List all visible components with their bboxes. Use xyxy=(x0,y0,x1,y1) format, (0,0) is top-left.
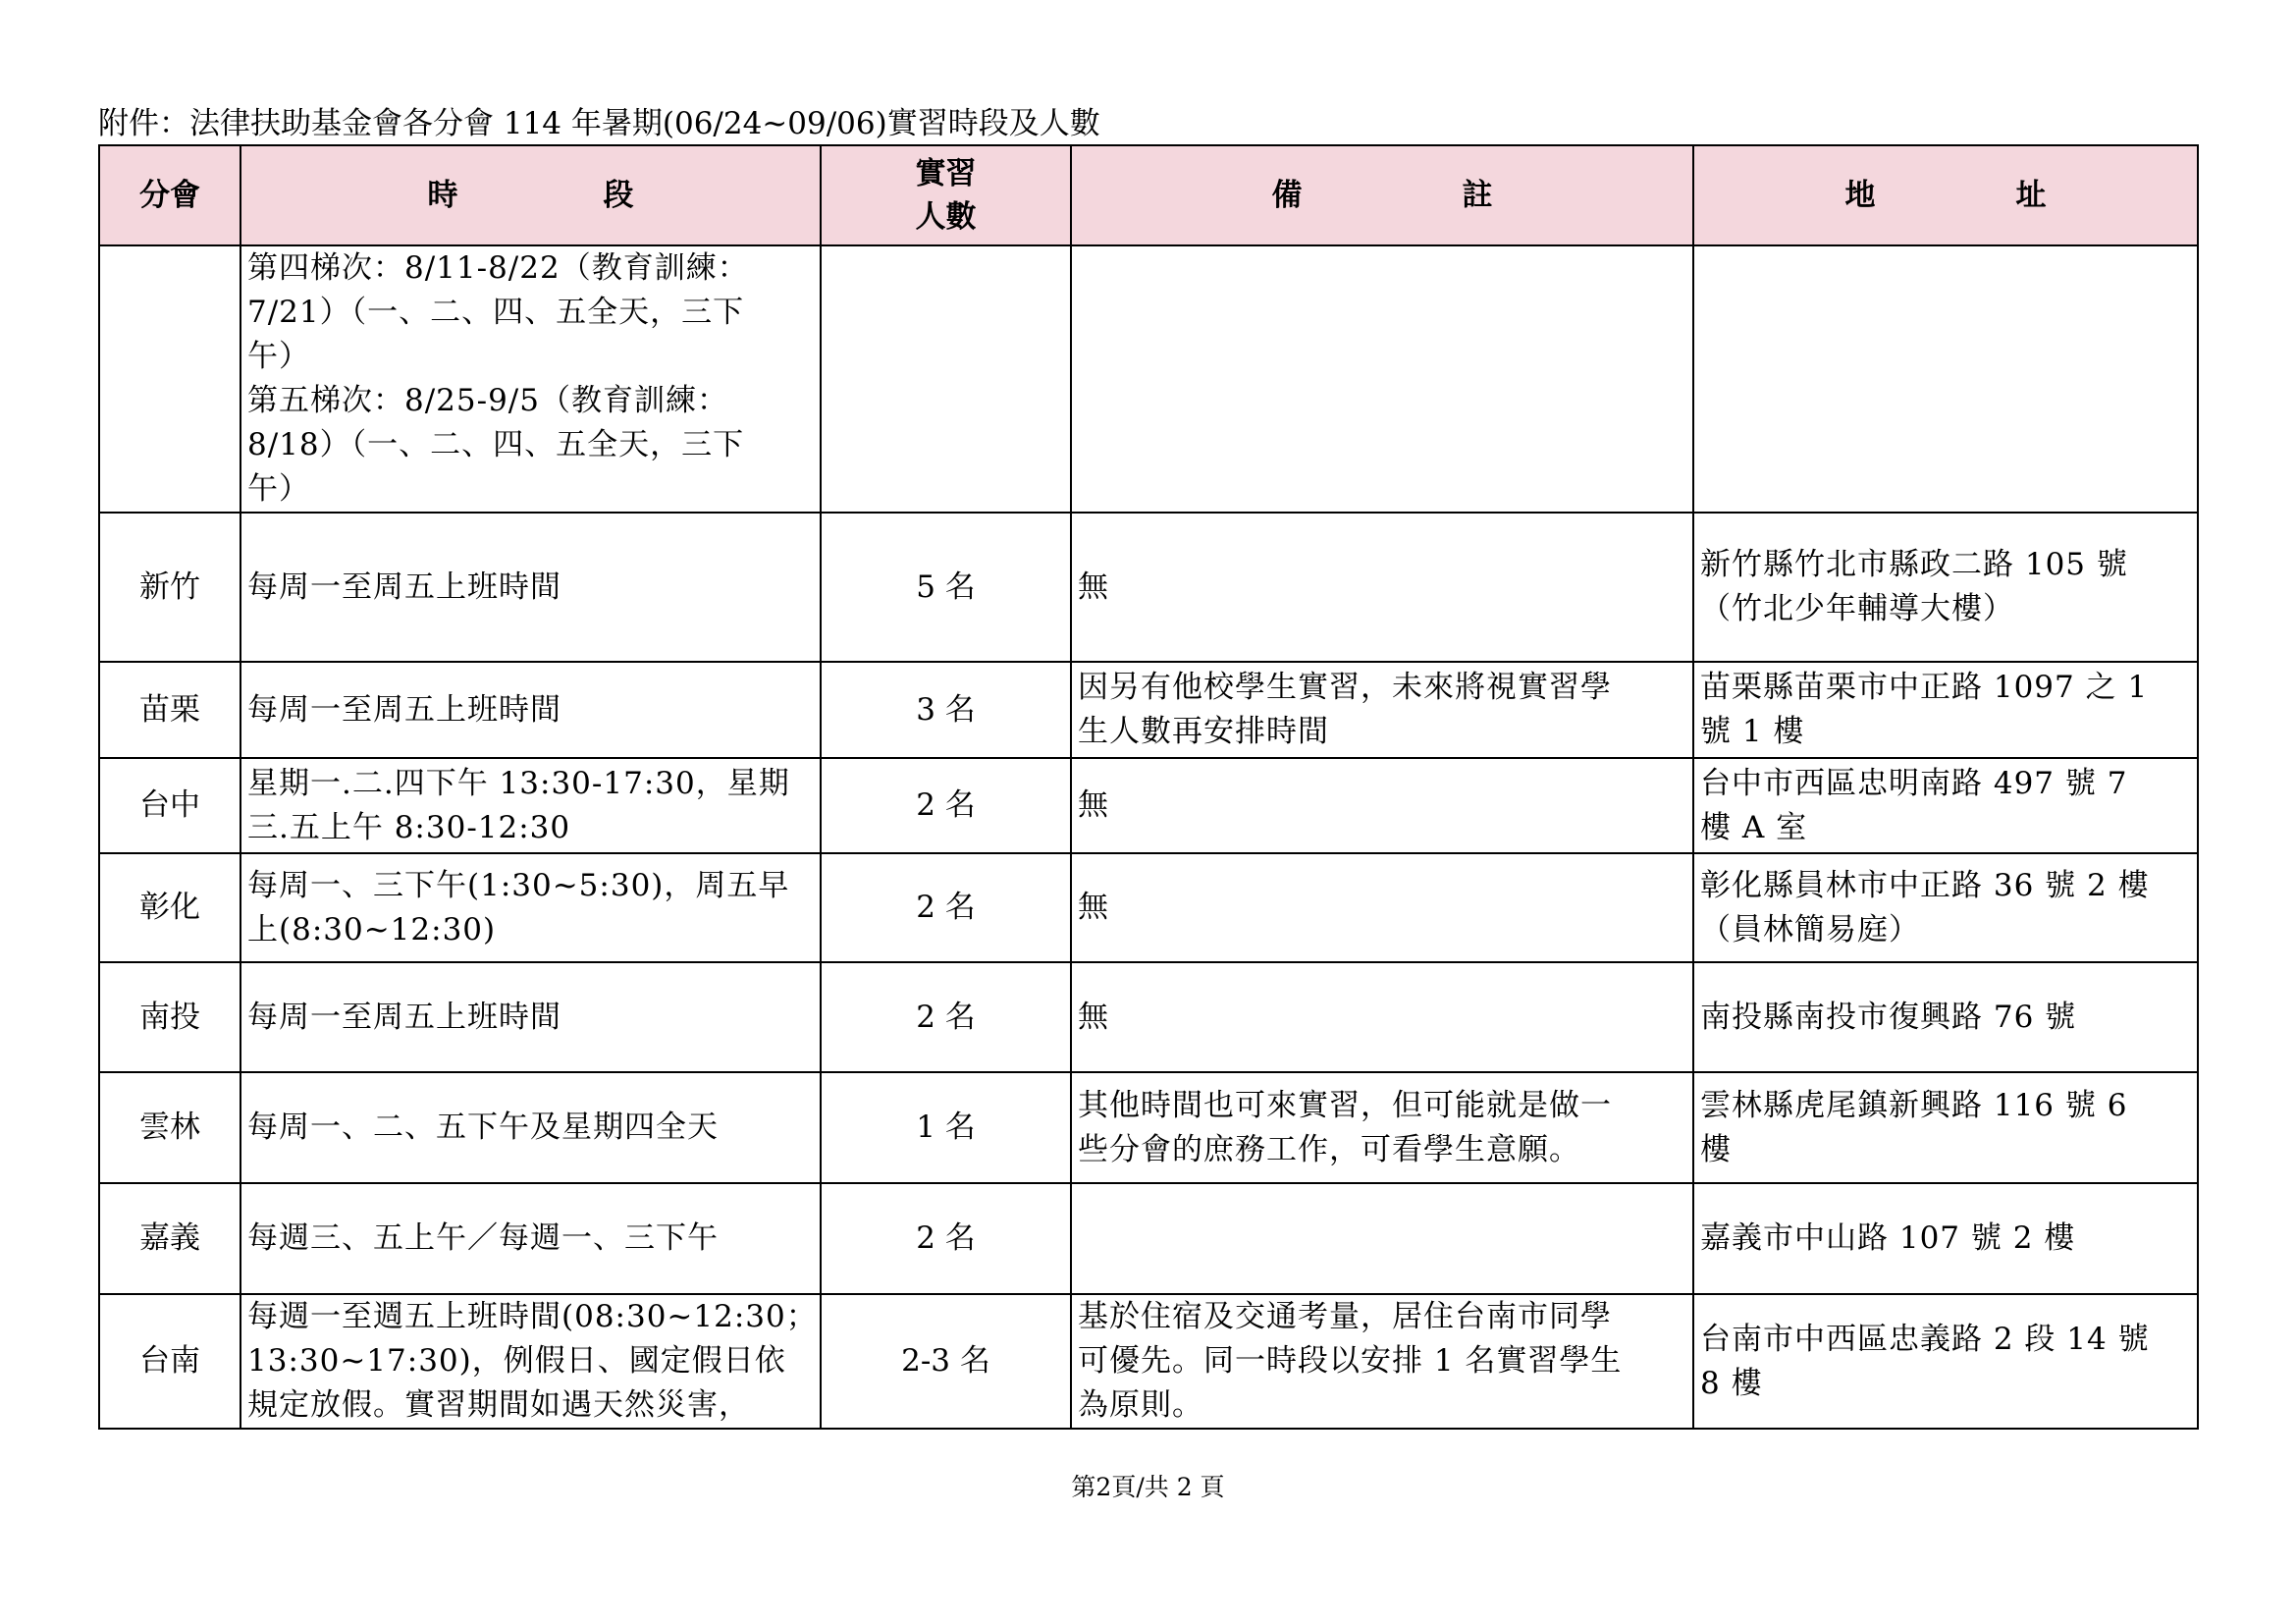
time-cell-line: 每周一至周五上班時間 xyxy=(247,999,561,1035)
address-cell xyxy=(1693,1183,2198,1294)
address-cell xyxy=(1693,758,2198,853)
note-cell-line: 些分會的庶務工作，可看學生意願。 xyxy=(1078,1131,1580,1167)
time-cell xyxy=(240,1294,821,1429)
page-footer: 第2頁/共 2 頁 xyxy=(1071,1473,1225,1501)
branch-cell xyxy=(99,853,240,962)
count-cell xyxy=(821,1072,1071,1183)
address-cell xyxy=(1693,662,2198,758)
note-cell xyxy=(1071,245,1693,513)
note-cell-line: 生人數再安排時間 xyxy=(1078,714,1329,749)
intern-count: 3 名 xyxy=(916,691,976,728)
time-cell xyxy=(240,1183,821,1294)
table-row-chiayi xyxy=(99,1183,2198,1294)
address-cell-line: 台南市中西區忠義路 2 段 14 號 xyxy=(1700,1321,2150,1357)
time-cell-line: 午） xyxy=(247,471,310,507)
branch-cell xyxy=(99,1072,240,1183)
address-cell-line: 樓 A 室 xyxy=(1700,809,1808,845)
time-cell-line: 上(8:30~12:30) xyxy=(247,911,497,947)
note-cell xyxy=(1071,1183,1693,1294)
branch-cell xyxy=(99,662,240,758)
time-cell xyxy=(240,513,821,662)
time-cell-line: 三.五上午 8:30-12:30 xyxy=(247,809,571,845)
table-row-continued xyxy=(99,245,2198,513)
address-cell xyxy=(1693,853,2198,962)
intern-count: 2 名 xyxy=(916,890,976,925)
count-cell xyxy=(821,853,1071,962)
address-cell-line: 嘉義市中山路 107 號 2 樓 xyxy=(1700,1220,2076,1256)
time-cell-line: 每周一、三下午(1:30~5:30)，周五早 xyxy=(247,867,790,903)
count-cell xyxy=(821,245,1071,513)
time-cell xyxy=(240,962,821,1072)
count-cell xyxy=(821,1294,1071,1429)
note-cell-line: 無 xyxy=(1078,568,1109,605)
table-header-row xyxy=(99,145,2198,245)
branch-name: 彰化 xyxy=(139,890,200,925)
table-row-taichung xyxy=(99,758,2198,853)
internship-table xyxy=(98,144,2199,1430)
note-cell-line: 無 xyxy=(1078,890,1109,925)
intern-count: 2 名 xyxy=(916,787,976,823)
address-cell-line: 樓 xyxy=(1700,1131,1732,1167)
branch-name: 雲林 xyxy=(139,1110,200,1145)
count-cell xyxy=(821,758,1071,853)
address-cell-line: 8 樓 xyxy=(1700,1365,1763,1401)
time-cell-line: 每周一至周五上班時間 xyxy=(247,691,561,728)
branch-cell xyxy=(99,513,240,662)
note-cell xyxy=(1071,853,1693,962)
count-cell xyxy=(821,962,1071,1072)
branch-name: 南投 xyxy=(139,999,200,1035)
branch-cell xyxy=(99,962,240,1072)
note-cell xyxy=(1071,1072,1693,1183)
header-address: 地 址 xyxy=(1693,145,2198,245)
count-cell xyxy=(821,1183,1071,1294)
table-row-tainan xyxy=(99,1294,2198,1429)
time-cell-line: 每週三、五上午／每週一、三下午 xyxy=(247,1220,719,1256)
address-cell-line: 雲林縣虎尾鎮新興路 116 號 6 xyxy=(1700,1087,2128,1123)
branch-cell xyxy=(99,245,240,513)
time-cell-line: 每周一至周五上班時間 xyxy=(247,568,561,605)
header-branch: 分會 xyxy=(99,145,240,245)
branch-cell xyxy=(99,758,240,853)
branch-name: 嘉義 xyxy=(139,1220,200,1256)
count-cell xyxy=(821,662,1071,758)
time-cell xyxy=(240,853,821,962)
branch-name: 新竹 xyxy=(139,568,200,605)
address-cell-line: 彰化縣員林市中正路 36 號 2 樓 xyxy=(1700,867,2150,903)
time-cell-line: 每周一、二、五下午及星期四全天 xyxy=(247,1110,719,1145)
time-cell-line: 第四梯次：8/11-8/22（教育訓練： xyxy=(247,250,749,286)
note-cell-line: 其他時間也可來實習，但可能就是做一 xyxy=(1078,1087,1612,1123)
time-cell-line: 每週一至週五上班時間(08:30~12:30； xyxy=(247,1299,818,1334)
time-cell-line: 13:30~17:30)，例假日、國定假日依 xyxy=(247,1343,786,1379)
table-row-changhua xyxy=(99,853,2198,962)
address-cell xyxy=(1693,1294,2198,1429)
address-cell-line: 苗栗縣苗栗市中正路 1097 之 1 xyxy=(1700,670,2149,705)
header-time: 時 段 xyxy=(240,145,821,245)
header-count: 實習 人數 xyxy=(821,145,1071,245)
branch-name: 苗栗 xyxy=(139,691,200,728)
address-cell-line: （員林簡易庭） xyxy=(1700,911,1920,947)
time-cell xyxy=(240,245,821,513)
note-cell xyxy=(1071,513,1693,662)
address-cell-line: 南投縣南投市復興路 76 號 xyxy=(1700,999,2077,1035)
document-caption: 附件：法律扶助基金會各分會 114 年暑期(06/24~09/06)實習時段及人數 xyxy=(98,106,1100,141)
table-row-yunlin xyxy=(99,1072,2198,1183)
address-cell xyxy=(1693,1072,2198,1183)
time-cell-line: 午） xyxy=(247,339,310,374)
intern-count: 2-3 名 xyxy=(901,1343,990,1379)
branch-cell xyxy=(99,1183,240,1294)
intern-count: 2 名 xyxy=(916,1220,976,1256)
table-row-hsinchu xyxy=(99,513,2198,662)
branch-cell xyxy=(99,1294,240,1429)
address-cell-line: 台中市西區忠明南路 497 號 7 xyxy=(1700,765,2128,801)
note-cell-line: 為原則。 xyxy=(1078,1387,1203,1423)
table-row-nantou xyxy=(99,962,2198,1072)
intern-count: 1 名 xyxy=(916,1110,976,1145)
branch-name: 台南 xyxy=(139,1343,200,1379)
count-cell xyxy=(821,513,1071,662)
note-cell-line: 無 xyxy=(1078,999,1109,1035)
address-cell-line: 號 1 樓 xyxy=(1700,714,1805,749)
branch-name: 台中 xyxy=(139,787,200,823)
address-cell-line: 新竹縣竹北市縣政二路 105 號 xyxy=(1700,547,2128,582)
time-cell-line: 第五梯次：8/25-9/5（教育訓練： xyxy=(247,383,728,418)
header-note: 備 註 xyxy=(1071,145,1693,245)
address-cell-line: （竹北少年輔導大樓） xyxy=(1700,591,2014,626)
time-cell xyxy=(240,758,821,853)
note-cell-line: 無 xyxy=(1078,787,1109,823)
table-body xyxy=(99,245,2198,1429)
intern-count: 5 名 xyxy=(916,568,976,605)
note-cell xyxy=(1071,962,1693,1072)
time-cell-line: 8/18）（一、二、四、五全天，三下 xyxy=(247,427,745,462)
note-cell xyxy=(1071,1294,1693,1429)
intern-count: 2 名 xyxy=(916,999,976,1035)
time-cell-line: 星期一.二.四下午 13:30-17:30，星期 xyxy=(247,765,790,801)
time-cell xyxy=(240,662,821,758)
note-cell xyxy=(1071,758,1693,853)
address-cell xyxy=(1693,513,2198,662)
note-cell-line: 基於住宿及交通考量，居住台南市同學 xyxy=(1078,1299,1612,1334)
time-cell xyxy=(240,1072,821,1183)
table-row-miaoli xyxy=(99,662,2198,758)
address-cell xyxy=(1693,962,2198,1072)
time-cell-line: 7/21）（一、二、四、五全天，三下 xyxy=(247,295,745,330)
note-cell-line: 可優先。同一時段以安排 1 名實習學生 xyxy=(1078,1343,1623,1379)
address-cell xyxy=(1693,245,2198,513)
time-cell-line: 規定放假。實習期間如遇天然災害， xyxy=(247,1387,750,1423)
note-cell xyxy=(1071,662,1693,758)
note-cell-line: 因另有他校學生實習，未來將視實習學 xyxy=(1078,670,1612,705)
